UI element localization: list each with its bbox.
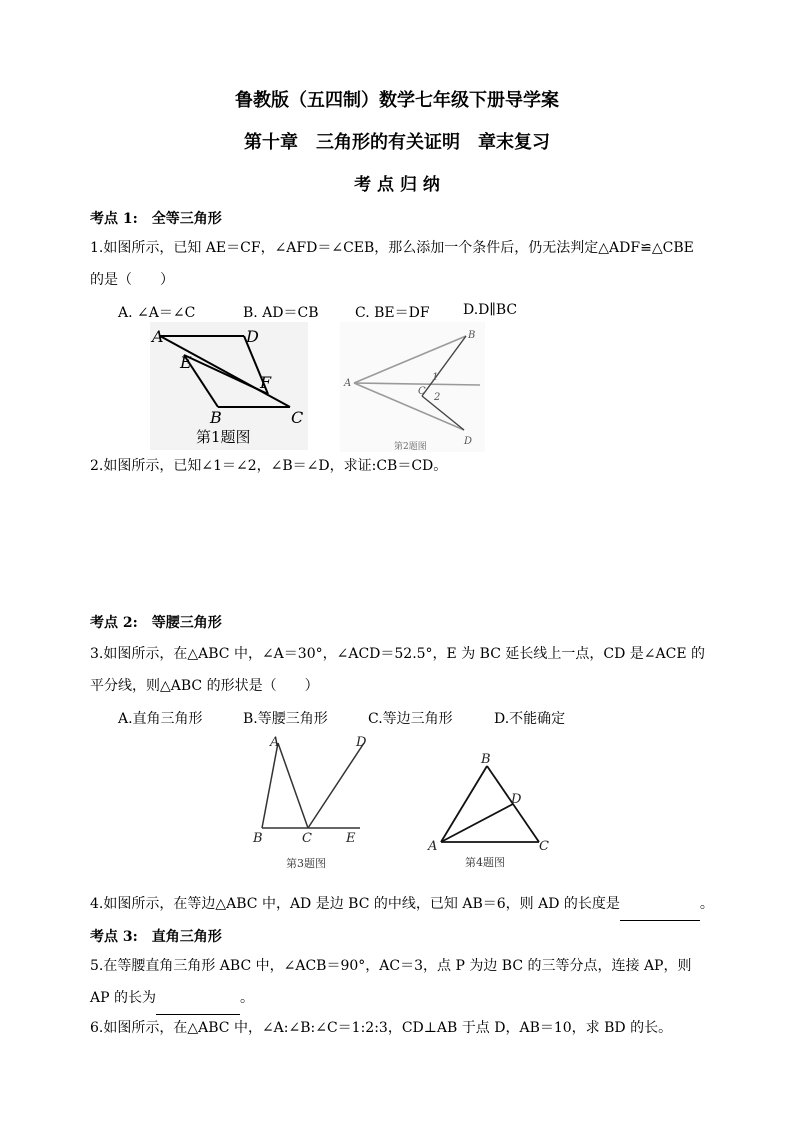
question-1-text: 1.如图所示，已知 AE＝CF，∠AFD＝∠CEB，那么添加一个条件后，仍无法判定△ADF≌△CBE 的是（ ） xyxy=(90,240,694,288)
chapter-title: 第十章 三角形的有关证明 章末复习 xyxy=(244,132,550,153)
fig3-label-e: E xyxy=(346,831,356,846)
fig3-label-c: C xyxy=(302,831,312,846)
question-4-end: 。 xyxy=(699,896,714,912)
q1-option-b: B. AD＝CB xyxy=(243,305,319,321)
question-4-text: 4.如图所示，在等边△ABC 中，AD 是边 BC 的中线，已知 AB＝6，则 AD 的长度是 xyxy=(90,896,620,912)
fig1-label-a: A xyxy=(152,327,164,346)
answer-blank-5[interactable] xyxy=(156,982,240,1015)
fig4-caption: 第4题图 xyxy=(465,856,505,869)
question-1 xyxy=(90,232,706,296)
question-4 xyxy=(90,888,720,921)
question-5-end: 。 xyxy=(239,990,254,1006)
fig2-label-b: B xyxy=(468,330,476,341)
fig4-label-b: B xyxy=(481,752,491,767)
fig4-label-d: D xyxy=(511,792,522,807)
fig2-label-2: 2 xyxy=(434,392,441,403)
question-3: 3.如图所示，在△ABC 中，∠A＝30°，∠ACD＝52.5°，E 为 BC 延长线上一点，CD 是∠ACE 的平分线，则△ABC 的形状是（ ） xyxy=(90,646,705,694)
fig1-label-b: B xyxy=(210,408,222,427)
q3-option-a: A.直角三角形 xyxy=(118,711,203,727)
question-5-text: 5.在等腰直角三角形 ABC 中，∠ACB＝90°，AC＝3，点 P 为边 BC 的三等分点，连接 AP，则 AP 的长为 xyxy=(90,958,692,1006)
book-title: 鲁教版（五四制）数学七年级下册导学案 xyxy=(235,90,559,111)
fig3-label-a: A xyxy=(270,735,280,750)
section-subtitle: 考 点 归 纳 xyxy=(354,175,440,195)
figure-4 xyxy=(425,750,555,875)
fig4-label-a: A xyxy=(428,839,438,854)
q3-option-b: B.等腰三角形 xyxy=(243,711,328,727)
q1-option-d: D.D∥BC xyxy=(463,302,518,318)
section-heading-1: 考点 1: 全等三角形 xyxy=(90,211,222,227)
fig3-label-b: B xyxy=(253,831,263,846)
section-heading-2: 考点 2: 等腰三角形 xyxy=(90,615,222,631)
figure-1 xyxy=(150,322,308,450)
fig2-label-c: C xyxy=(418,386,426,397)
section-heading-3: 考点 3: 直角三角形 xyxy=(90,929,222,945)
fig1-label-c: C xyxy=(291,408,304,427)
fig3-label-d: D xyxy=(356,735,367,750)
question-6: 6.如图所示，在△ABC 中，∠A:∠B:∠C＝1:2:3，CD⊥AB 于点 D，AB＝10，求 BD 的长。 xyxy=(90,1020,673,1036)
q1-option-c: C. BE＝DF xyxy=(355,305,430,321)
fig4-label-c: C xyxy=(539,839,549,854)
q3-option-c: C.等边三角形 xyxy=(368,711,453,727)
fig1-label-d: D xyxy=(246,327,259,346)
question-2: 2.如图所示，已知∠1＝∠2，∠B＝∠D，求证:CB＝CD。 xyxy=(90,458,448,474)
fig1-caption: 第1题图 xyxy=(196,428,251,446)
fig3-caption: 第3题图 xyxy=(286,857,326,870)
fig2-label-a: A xyxy=(344,378,352,389)
fig2-label-d: D xyxy=(464,436,473,447)
fig2-caption: 第2题图 xyxy=(394,442,427,452)
fig1-label-e: E xyxy=(180,353,192,372)
figure-2 xyxy=(340,322,485,452)
question-5 xyxy=(90,950,706,1015)
q1-option-a: A. ∠A＝∠C xyxy=(118,305,196,321)
answer-blank-4[interactable] xyxy=(620,888,700,921)
fig2-label-1: 1 xyxy=(432,372,439,383)
fig1-label-f: F xyxy=(260,373,272,392)
figure-3 xyxy=(248,734,378,884)
q3-option-d: D.不能确定 xyxy=(494,711,566,727)
